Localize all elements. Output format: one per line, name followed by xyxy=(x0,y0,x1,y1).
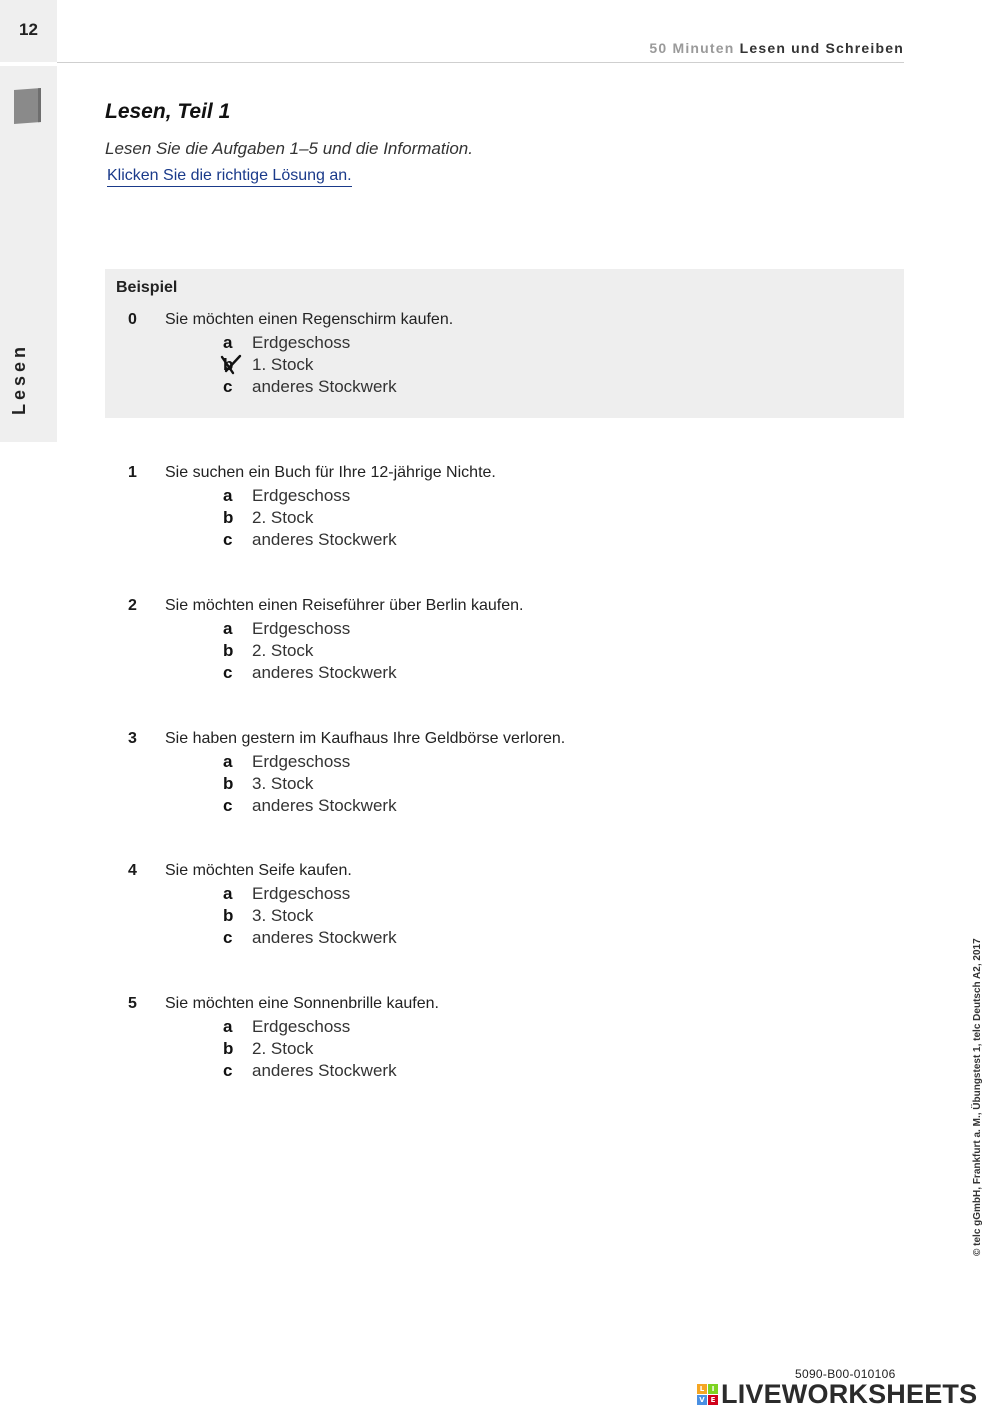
option-letter: c xyxy=(223,796,233,815)
option-letter: c xyxy=(223,1061,233,1080)
option-a[interactable] xyxy=(223,619,523,641)
task-question: Sie haben gestern im Kaufhaus Ihre Geldbörse verloren. xyxy=(165,730,566,747)
option-text: anderes Stockwerk xyxy=(252,1061,397,1080)
option-letter: a xyxy=(223,1017,233,1036)
option-c[interactable] xyxy=(223,928,523,950)
option-a[interactable] xyxy=(223,333,523,355)
option-letter: a xyxy=(223,884,233,903)
option-letter: b xyxy=(223,1039,234,1058)
option-text: anderes Stockwerk xyxy=(252,377,397,396)
task-question: Sie möchten Seife kaufen. xyxy=(165,862,352,879)
logo-tile: E xyxy=(708,1395,718,1405)
option-text: 2. Stock xyxy=(252,1039,314,1058)
option-text: anderes Stockwerk xyxy=(252,663,397,682)
task-number: 3 xyxy=(128,730,137,747)
option-letter: c xyxy=(223,928,233,947)
option-b[interactable] xyxy=(223,1039,523,1061)
logo-tile: V xyxy=(697,1395,707,1405)
task-number: 2 xyxy=(128,597,137,614)
option-letter: c xyxy=(223,530,233,549)
option-letter: c xyxy=(223,663,233,682)
task-number: 4 xyxy=(128,862,137,879)
option-letter: b xyxy=(223,641,234,660)
option-c[interactable] xyxy=(223,796,523,818)
option-text: anderes Stockwerk xyxy=(252,928,397,947)
option-a[interactable] xyxy=(223,884,523,906)
option-text: Erdgeschoss xyxy=(252,619,351,638)
task-number: 1 xyxy=(128,464,137,481)
option-a[interactable] xyxy=(223,1017,523,1039)
task-question: Sie suchen ein Buch für Ihre 12-jährige Nichte. xyxy=(165,464,496,481)
option-b[interactable] xyxy=(223,774,523,796)
task-number: 5 xyxy=(128,995,137,1012)
option-text: Erdgeschoss xyxy=(252,1017,351,1036)
option-a[interactable] xyxy=(223,752,523,774)
page-title: Lesen, Teil 1 xyxy=(105,100,231,123)
option-letter: b xyxy=(223,774,234,793)
logo-tile: I xyxy=(708,1384,718,1394)
option-letter: a xyxy=(223,333,233,352)
option-text: Erdgeschoss xyxy=(252,752,351,771)
book-icon xyxy=(14,88,41,124)
option-text: 1. Stock xyxy=(252,355,314,374)
option-b[interactable] xyxy=(223,641,523,663)
task-question: Sie möchten einen Reiseführer über Berlin kaufen. xyxy=(165,597,524,614)
header-divider xyxy=(57,62,904,63)
option-letter: a xyxy=(223,752,233,771)
task-question: Sie möchten einen Regenschirm kaufen. xyxy=(165,311,454,328)
option-letter: a xyxy=(223,486,233,505)
instruction-link[interactable]: Klicken Sie die richtige Lösung an. xyxy=(107,167,352,187)
option-c[interactable] xyxy=(223,663,523,685)
header-duration: 50 Minuten xyxy=(649,40,735,56)
liveworksheets-logo-icon xyxy=(697,1384,718,1405)
option-b[interactable] xyxy=(223,508,523,530)
option-text: anderes Stockwerk xyxy=(252,530,397,549)
option-text: 3. Stock xyxy=(252,774,314,793)
option-letter: b xyxy=(223,355,234,374)
header-section: Lesen und Schreiben xyxy=(739,40,904,56)
option-letter: c xyxy=(223,377,233,396)
running-header xyxy=(649,40,904,56)
worksheet-code: 5090-B00-010106 xyxy=(795,1367,896,1381)
instruction-text: Lesen Sie die Aufgaben 1–5 und die Information. xyxy=(105,139,473,158)
page-number: 12 xyxy=(19,20,38,39)
option-a[interactable] xyxy=(223,486,523,508)
option-letter: a xyxy=(223,619,233,638)
option-text: Erdgeschoss xyxy=(252,333,351,352)
check-x-icon xyxy=(219,353,243,377)
option-c[interactable] xyxy=(223,377,523,399)
option-b[interactable] xyxy=(223,355,523,377)
option-letter: b xyxy=(223,508,234,527)
option-letter: b xyxy=(223,906,234,925)
option-text: 3. Stock xyxy=(252,906,314,925)
example-heading: Beispiel xyxy=(116,279,178,296)
option-text: anderes Stockwerk xyxy=(252,796,397,815)
task-question: Sie möchten eine Sonnenbrille kaufen. xyxy=(165,995,439,1012)
option-c[interactable] xyxy=(223,1061,523,1083)
logo-tile: L xyxy=(697,1384,707,1394)
brand-name: LIVEWORKSHEETS xyxy=(721,1378,978,1409)
option-text: 2. Stock xyxy=(252,641,314,660)
option-text: Erdgeschoss xyxy=(252,884,351,903)
option-text: 2. Stock xyxy=(252,508,314,527)
option-b[interactable] xyxy=(223,906,523,928)
section-side-label: Lesen xyxy=(9,342,29,415)
option-text: Erdgeschoss xyxy=(252,486,351,505)
task-number: 0 xyxy=(128,311,137,328)
option-c[interactable] xyxy=(223,530,523,552)
brand-footer[interactable] xyxy=(697,1380,977,1408)
copyright-notice: © telc gGmbH, Frankfurt a. M., Übungstest 1, telc Deutsch A2, 2017 xyxy=(972,938,983,1256)
